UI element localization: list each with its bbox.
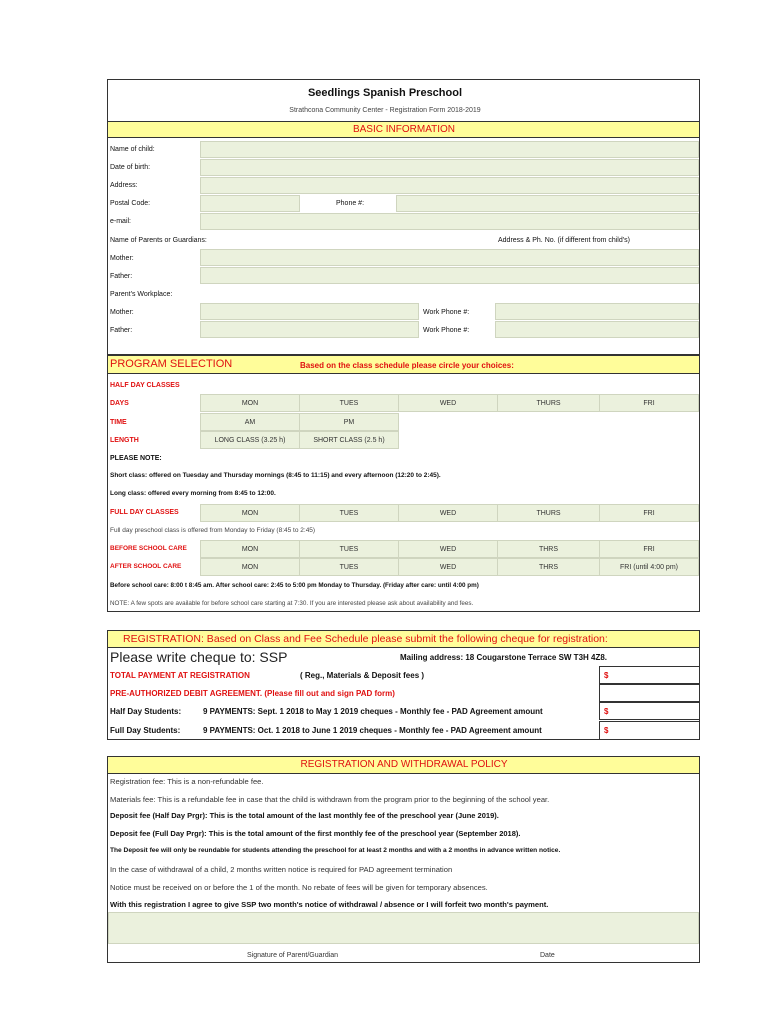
half-day-fri[interactable]: FRI bbox=[599, 394, 699, 412]
full-day-mon[interactable]: MON bbox=[200, 504, 300, 522]
form-title: Seedlings Spanish Preschool bbox=[307, 87, 463, 99]
label-name-of-parents: Name of Parents or Guardians: bbox=[110, 237, 207, 244]
signature-field[interactable] bbox=[108, 912, 699, 944]
basic-info-heading-text: BASIC INFORMATION bbox=[352, 124, 456, 135]
registration-heading: REGISTRATION: Based on Class and Fee Schedule please submit the following cheque for registration: bbox=[123, 633, 608, 645]
total-label: TOTAL PAYMENT AT REGISTRATION bbox=[110, 671, 250, 680]
policy-heading: REGISTRATION AND WITHDRAWAL POLICY bbox=[300, 759, 508, 770]
after-care-wed[interactable]: WED bbox=[398, 558, 498, 576]
program-instruction: Based on the class schedule please circle your choices: bbox=[300, 361, 514, 370]
half-day-amount-field[interactable] bbox=[599, 702, 700, 720]
time-am[interactable]: AM bbox=[200, 413, 300, 431]
father-workplace-field[interactable] bbox=[200, 321, 419, 338]
cheque-to: Please write cheque to: SSP bbox=[110, 649, 288, 665]
label-email: e-mail: bbox=[110, 218, 132, 225]
total-amount-field[interactable] bbox=[599, 666, 700, 684]
label-address: Address: bbox=[110, 182, 138, 189]
label-date-of-birth: Date of birth: bbox=[110, 164, 151, 171]
label-mother-workplace: Mother: bbox=[110, 309, 134, 316]
before-care-tues[interactable]: TUES bbox=[299, 540, 399, 558]
label-name-of-child: Name of child: bbox=[110, 146, 155, 153]
postal-code-field[interactable] bbox=[200, 195, 300, 212]
half-day-wed[interactable]: WED bbox=[398, 394, 498, 412]
half-day-thurs[interactable]: THURS bbox=[497, 394, 600, 412]
half-day-tues[interactable]: TUES bbox=[299, 394, 399, 412]
work-phone-2-field[interactable] bbox=[495, 321, 699, 338]
full-day-tues[interactable]: TUES bbox=[299, 504, 399, 522]
registration-fee: Registration fee: This is a non-refundable fee. bbox=[110, 777, 264, 786]
full-day-note: Full day preschool class is offered from Monday to Friday (8:45 to 2:45) bbox=[110, 527, 316, 534]
care-times: Before school care: 8:00 t 8:45 am. After school care: 2:45 to 5:00 pm Monday to Thursday. (Friday after care: until 4:00 pm) bbox=[110, 582, 479, 589]
mother-workplace-field[interactable] bbox=[200, 303, 419, 320]
before-care-wed[interactable]: WED bbox=[398, 540, 498, 558]
after-care-thrs[interactable]: THRS bbox=[497, 558, 600, 576]
mailing-address: Mailing address: 18 Cougarstone Terrace SW T3H 4Z8. bbox=[400, 653, 608, 662]
care-note: NOTE: A few spots are available for before school care starting at 7:30. If you are interested please ask about availability and fees. bbox=[110, 600, 474, 607]
days-label: DAYS bbox=[110, 400, 129, 407]
label-mother: Mother: bbox=[110, 255, 134, 262]
full-day-label: FULL DAY CLASSES bbox=[110, 509, 179, 516]
date-label: Date bbox=[540, 952, 555, 959]
label-postal-code: Postal Code: bbox=[110, 200, 151, 207]
full-day-dollar: $ bbox=[604, 726, 609, 735]
length-short[interactable]: SHORT CLASS (2.5 h) bbox=[299, 431, 399, 449]
notice-note: Notice must be received on or before the 1 of the month. No rebate of fees will be given for temporary absences. bbox=[110, 883, 488, 892]
label-workplace: Parent's Workplace: bbox=[110, 291, 173, 298]
full-day-amount-field[interactable] bbox=[599, 721, 700, 740]
before-care-mon[interactable]: MON bbox=[200, 540, 300, 558]
deposit-full: Deposit fee (Full Day Prgr): This is the total amount of the first monthly fee of the preschool year (September 2018). bbox=[110, 829, 521, 838]
short-class-note: Short class: offered on Tuesday and Thursday mornings (8:45 to 11:15) and every afternoon (12:20 to 2:45). bbox=[110, 472, 441, 479]
full-day-wed[interactable]: WED bbox=[398, 504, 498, 522]
form-subtitle: Strathcona Community Center - Registration Form 2018-2019 bbox=[289, 107, 481, 114]
date-of-birth-field[interactable] bbox=[200, 159, 699, 176]
label-work-phone-2: Work Phone #: bbox=[423, 327, 470, 334]
please-note: PLEASE NOTE: bbox=[110, 455, 162, 462]
program-heading: PROGRAM SELECTION bbox=[110, 358, 233, 370]
after-care-tues[interactable]: TUES bbox=[299, 558, 399, 576]
withdrawal-note: In the case of withdrawal of a child, 2 months written notice is required for PAD agreement termination bbox=[110, 865, 453, 874]
before-care-label: BEFORE SCHOOL CARE bbox=[110, 545, 187, 552]
agreement-statement: With this registration I agree to give SSP two month's notice of withdrawal / absence or I will forfeit two month's payment. bbox=[110, 900, 549, 909]
pad-field[interactable] bbox=[599, 684, 700, 702]
name-of-child-field[interactable] bbox=[200, 141, 699, 158]
total-dollar: $ bbox=[604, 671, 609, 680]
full-day-payments: 9 PAYMENTS: Oct. 1 2018 to June 1 2019 cheques - Monthly fee - PAD Agreement amount bbox=[203, 726, 542, 735]
half-day-payments: 9 PAYMENTS: Sept. 1 2018 to May 1 2019 cheques - Monthly fee - PAD Agreement amount bbox=[203, 707, 543, 716]
label-father: Father: bbox=[110, 273, 133, 280]
time-label: TIME bbox=[110, 419, 127, 426]
long-class-note: Long class: offered every morning from 8:45 to 12:00. bbox=[110, 490, 276, 497]
after-care-label: AFTER SCHOOL CARE bbox=[110, 563, 182, 570]
half-day-students: Half Day Students: bbox=[110, 707, 182, 716]
after-care-mon[interactable]: MON bbox=[200, 558, 300, 576]
address-field[interactable] bbox=[200, 177, 699, 194]
father-field[interactable] bbox=[200, 267, 699, 284]
length-long[interactable]: LONG CLASS (3.25 h) bbox=[200, 431, 300, 449]
label-address-phone: Address & Ph. No. (if different from child's) bbox=[498, 237, 630, 244]
deposit-refund: The Deposit fee will only be reundable for students attending the preschool for at least 2 months and with a 2 months in advance written notice. bbox=[110, 847, 561, 854]
full-day-students: Full Day Students: bbox=[110, 726, 181, 735]
half-day-dollar: $ bbox=[604, 707, 609, 716]
deposit-half: Deposit fee (Half Day Prgr): This is the total amount of the last monthly fee of the preschool year (June 2019). bbox=[110, 811, 499, 820]
time-pm[interactable]: PM bbox=[299, 413, 399, 431]
materials-fee: Materials fee: This is a refundable fee in case that the child is withdrawn from the program prior to the beginning of the school year. bbox=[110, 795, 550, 804]
before-care-thrs[interactable]: THRS bbox=[497, 540, 600, 558]
label-work-phone-1: Work Phone #: bbox=[423, 309, 470, 316]
full-day-thurs[interactable]: THURS bbox=[497, 504, 600, 522]
full-day-fri[interactable]: FRI bbox=[599, 504, 699, 522]
work-phone-1-field[interactable] bbox=[495, 303, 699, 320]
pad-agreement: PRE-AUTHORIZED DEBIT AGREEMENT. (Please fill out and sign PAD form) bbox=[110, 689, 395, 698]
phone-field[interactable] bbox=[396, 195, 699, 212]
signature-label: Signature of Parent/Guardian bbox=[247, 952, 339, 959]
after-care-fri[interactable]: FRI (until 4:00 pm) bbox=[599, 558, 699, 576]
email-field[interactable] bbox=[200, 213, 699, 230]
length-label: LENGTH bbox=[110, 437, 139, 444]
before-care-fri[interactable]: FRI bbox=[599, 540, 699, 558]
label-father-workplace: Father: bbox=[110, 327, 133, 334]
mother-field[interactable] bbox=[200, 249, 699, 266]
label-phone: Phone #: bbox=[336, 200, 365, 207]
half-day-label: HALF DAY CLASSES bbox=[110, 382, 180, 389]
total-note: ( Reg., Materials & Deposit fees ) bbox=[300, 671, 425, 680]
half-day-mon[interactable]: MON bbox=[200, 394, 300, 412]
